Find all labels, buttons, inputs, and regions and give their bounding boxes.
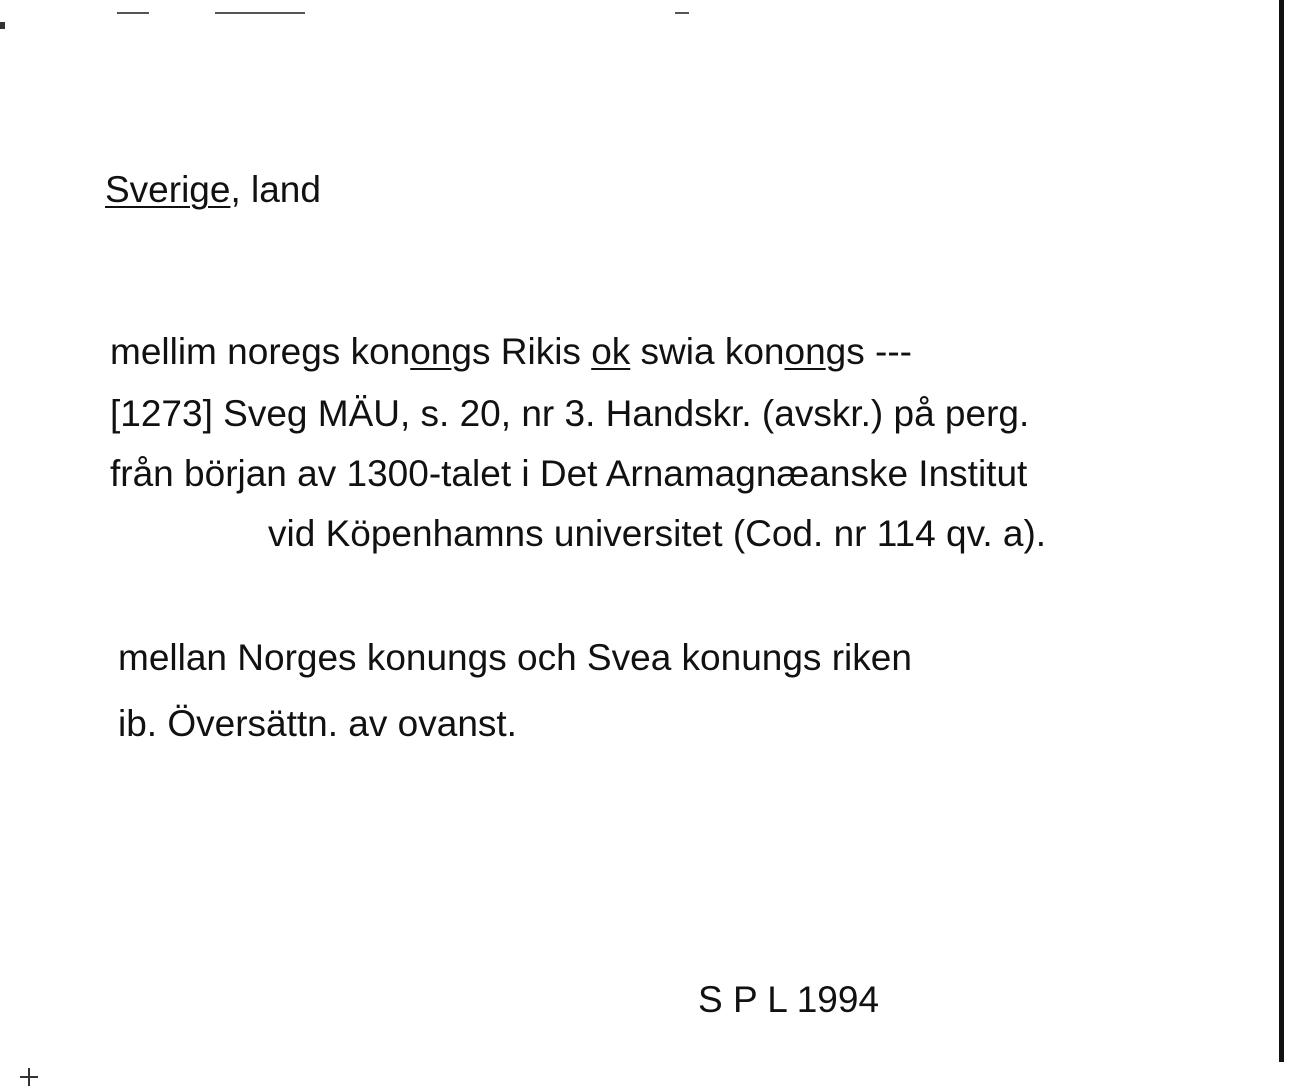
scan-dash bbox=[117, 12, 149, 14]
quote-text: mellim noregs kon bbox=[110, 331, 411, 372]
signature-year: S P L 1994 bbox=[698, 979, 880, 1020]
quote-text: gs --- bbox=[825, 331, 912, 372]
translation-line-1: mellan Norges konungs och Svea konungs riken bbox=[118, 637, 912, 678]
scan-edge-line bbox=[1279, 0, 1284, 1062]
quote-underlined: on bbox=[784, 331, 826, 372]
heading-place-name: Sverige bbox=[105, 169, 231, 210]
source-line-1: [1273] Sveg MÄU, s. 20, nr 3. Handskr. (avskr.) på perg. bbox=[110, 393, 1030, 434]
quote-underlined: ok bbox=[591, 331, 631, 372]
quote-underlined: on bbox=[410, 331, 452, 372]
scan-speck bbox=[0, 22, 5, 29]
heading-category: , land bbox=[230, 169, 321, 210]
scan-dash bbox=[675, 12, 689, 14]
quote-text: gs Rikis bbox=[451, 331, 592, 372]
quote-text: swia kon bbox=[630, 331, 785, 372]
scan-dash bbox=[215, 12, 305, 14]
card-heading bbox=[105, 168, 321, 212]
scan-speck bbox=[20, 1076, 38, 1078]
quote-line-1 bbox=[110, 330, 912, 374]
translation-line-2: ib. Översättn. av ovanst. bbox=[118, 703, 517, 744]
source-line-2: från början av 1300-talet i Det Arnamagnæanske Institut bbox=[110, 453, 1028, 494]
source-line-3: vid Köpenhamns universitet (Cod. nr 114 qv. a). bbox=[268, 513, 1047, 554]
